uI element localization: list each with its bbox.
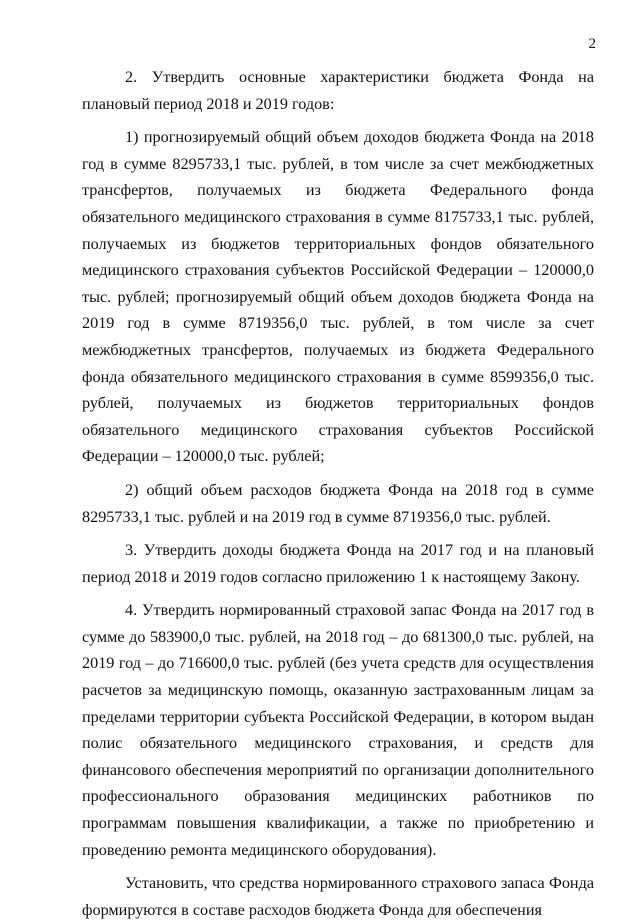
paragraph-subitem-1-revenues: 1) прогнозируемый общий объем доходов бюджета Фонда на 2018 год в сумме 8295733,1 тыс. рублей, в том числе за счет межбюджетных трансфертов, получаемых из бюджета Федерального фонда обязательного медицинского страхования в сумме 8175733,1 тыс. рублей, получаемых из бюджетов территориальных фондов обязательного медицинского страхования субъектов Российской Федерации – 120000,0 тыс. рублей; прогнозируемый общий объем доходов бюджета Фонда на 2019 год в сумме 8719356,0 тыс. рублей, в том числе за счет межбюджетных трансфертов, получаемых из бюджета Федерального фонда обязательного медицинского страхования в сумме 8599356,0 тыс. рублей, получаемых из бюджетов территориальных фондов обязательного медицинского страхования субъектов Российской Федерации – 120000,0 тыс. рублей; <box>82 128 594 466</box>
paragraph-item-3: 3. Утвердить доходы бюджета Фонда на 2017 год и на плановый период 2018 и 2019 годов согласно приложению 1 к настоящему Закону. <box>82 541 594 586</box>
page-number: 2 <box>588 36 596 52</box>
paragraph-item-2: 2. Утвердить основные характеристики бюджета Фонда на плановый период 2018 и 2019 годов: <box>82 68 594 113</box>
paragraph-item-4: 4. Утвердить нормированный страховой запас Фонда на 2017 год в сумме до 583900,0 тыс. рублей, на 2018 год – до 681300,0 тыс. рублей, на 2019 год – до 716600,0 тыс. рублей (без учета средств для осуществления расчетов за медицинскую помощь, оказанную застрахованным лицам за пределами территории субъекта Российской Федерации, в котором выдан полис обязательного медицинского страхования, и средств для финансового обеспечения мероприятий по организации дополнительного профессионального образования медицинских работников по программам повышения квалификации, а также по приобретению и проведению ремонта медицинского оборудования). <box>82 601 594 859</box>
paragraph-reserve-formation: Установить, что средства нормированного страхового запаса Фонда формируются в составе расходов бюджета Фонда для обеспечения <box>82 874 594 919</box>
document-body <box>82 64 594 923</box>
paragraph-subitem-2-expenses: 2) общий объем расходов бюджета Фонда на 2018 год в сумме 8295733,1 тыс. рублей и на 2019 год в сумме 8719356,0 тыс. рублей. <box>82 480 594 526</box>
